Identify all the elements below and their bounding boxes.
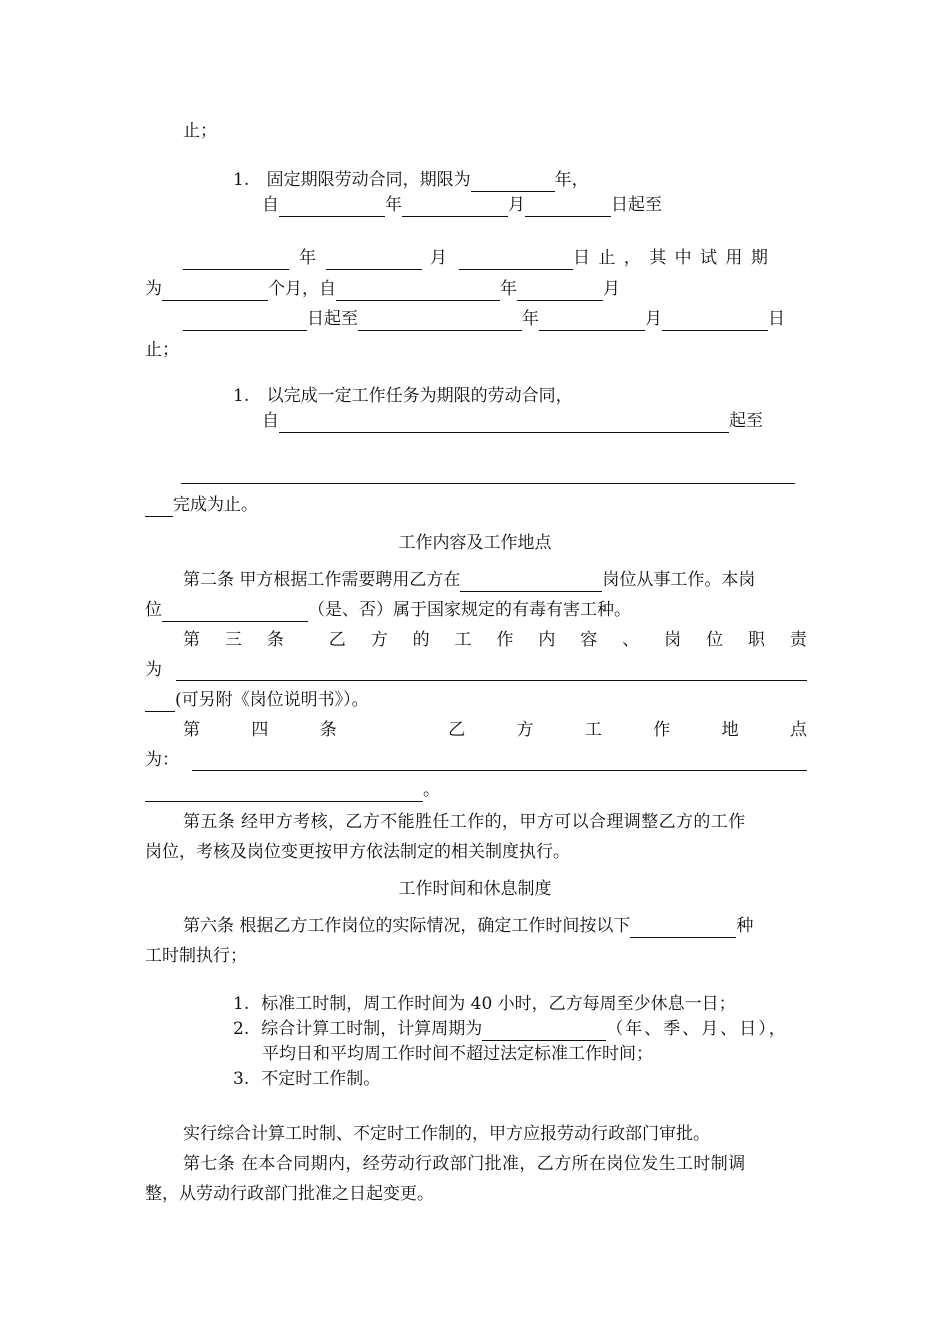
item-text: 月 (430, 248, 447, 268)
char: 第 (183, 630, 200, 650)
item-text: 为： (145, 750, 179, 770)
item-text: 为 (145, 279, 162, 299)
blank-field[interactable] (326, 250, 422, 270)
item-text: 岗位从事工作。本岗 (602, 570, 756, 590)
text-line (183, 119, 217, 143)
item-text: （是、否）属于国家规定的有毒有害工种。 (308, 600, 631, 620)
char: 内 (538, 630, 556, 650)
item-text: 日 止 ， 其 中 试 用 期 (573, 248, 770, 268)
char: 工 (584, 720, 602, 740)
item-text: 年 (522, 309, 539, 329)
blank-field[interactable] (162, 281, 268, 301)
article-5-line-1: 第五条 经甲方考核，乙方不能胜任工作的，甲方可以合理调整乙方的工作 (183, 812, 746, 832)
item-text: 月 (508, 195, 525, 215)
article-6-line-2: 工时制执行； (145, 946, 247, 966)
blank-field[interactable] (662, 311, 768, 331)
article-6-line-1 (183, 914, 753, 938)
article-3-line-2 (145, 658, 162, 682)
list-item (233, 992, 736, 1016)
char: 条 (266, 630, 284, 650)
char: 容 (580, 630, 598, 650)
text-line (145, 493, 258, 517)
blank-field[interactable] (471, 172, 555, 192)
char: 方 (516, 720, 534, 740)
list-item (233, 1067, 380, 1091)
char: 第 (183, 720, 200, 740)
text-line (145, 277, 620, 301)
blank-field[interactable] (279, 197, 385, 217)
char: 岗 (664, 630, 682, 650)
char: 四 (251, 720, 269, 740)
item-text: 年 (500, 279, 517, 299)
item-text: 起至 (729, 411, 763, 431)
item-text: 。 (423, 780, 440, 800)
item-text: 固定期限劳动合同，期限为 (266, 170, 471, 190)
article-2-line-1 (183, 568, 755, 592)
blank-field[interactable] (402, 197, 508, 217)
item-text: 个月，自 (268, 279, 336, 299)
article-4-line-3 (145, 778, 440, 802)
line-text: 止； (145, 340, 179, 360)
char: 的 (412, 630, 430, 650)
char: 、 (622, 630, 640, 650)
char: 乙 (328, 630, 346, 650)
char: 条 (319, 720, 337, 740)
list-number: 2. (233, 1019, 250, 1039)
item-text: 不定时工作制。 (261, 1069, 381, 1089)
char: 工 (454, 630, 472, 650)
list-item-fixed-term (233, 168, 589, 192)
blank-field[interactable] (539, 311, 645, 331)
blank-field[interactable] (145, 692, 175, 712)
item-text: 年 (299, 248, 316, 268)
item-text: 日 (768, 309, 785, 329)
item-text: 综合计算工时制，计算周期为 (261, 1019, 483, 1039)
paragraph: 实行综合计算工时制、不定时工作制的，甲方应报劳动行政部门审批。 (183, 1124, 710, 1144)
text-line (183, 246, 769, 270)
item-text: 种 (736, 916, 754, 936)
blank-field[interactable] (630, 918, 736, 938)
char: 作 (496, 630, 514, 650)
article-3-line-1 (183, 628, 807, 652)
item-text: 年 (385, 195, 402, 215)
char: 点 (790, 720, 807, 740)
item-text: 月 (603, 279, 620, 299)
list-number: 3. (233, 1069, 250, 1089)
article-3-line-3 (145, 688, 369, 712)
item-text: (可另附《岗位说明书》）。 (175, 690, 369, 710)
blank-field[interactable] (459, 250, 573, 270)
char: 地 (721, 720, 739, 740)
item-text: 日起至 (307, 309, 358, 329)
char: 乙 (448, 720, 466, 740)
text-line (262, 409, 763, 433)
item-text: 标准工时制，周工作时间为 40 小时，乙方每周至少休息一日； (261, 994, 736, 1014)
blank-field[interactable] (525, 197, 611, 217)
blank-field[interactable] (145, 782, 423, 802)
blank-field[interactable] (183, 311, 307, 331)
item-text: （年、季、月、日）， (606, 1019, 788, 1039)
char: 作 (653, 720, 671, 740)
text-line (262, 193, 662, 217)
list-number: 1. (233, 170, 250, 190)
blank-field[interactable] (460, 572, 602, 592)
text-line (145, 338, 179, 362)
article-4-line-1 (183, 718, 807, 742)
list-item-task-term (233, 384, 573, 408)
item-text: 日起至 (611, 195, 662, 215)
article-7-line-2: 整，从劳动行政部门批准之日起变更。 (145, 1184, 434, 1204)
list-number: 1. (233, 994, 250, 1014)
blank-field[interactable] (145, 497, 173, 517)
item-text: 自 (262, 195, 279, 215)
blank-field[interactable] (162, 602, 308, 622)
article-5-line-2: 岗位，考核及岗位变更按甲方依法制定的相关制度执行。 (145, 842, 570, 862)
item-text: 第六条 根据乙方工作岗位的实际情况，确定工作时间按以下 (183, 916, 631, 936)
item-text: 年， (554, 170, 589, 190)
section-heading: 工作时间和休息制度 (398, 879, 552, 899)
item-text: 为 (145, 660, 162, 680)
item-text: 第二条 甲方根据工作需要聘用乙方在 (183, 570, 461, 590)
article-4-line-2 (145, 748, 179, 772)
blank-field[interactable] (358, 311, 522, 331)
list-item-continuation: 平均日和平均周工作时间不超过法定标准工作时间； (262, 1044, 653, 1064)
blank-field[interactable] (183, 250, 289, 270)
blank-field[interactable] (482, 1021, 606, 1041)
char: 方 (370, 630, 388, 650)
text-line (183, 307, 785, 331)
item-text: 以完成一定工作任务为期限的劳动合同， (266, 386, 573, 406)
list-number: 1. (233, 386, 250, 406)
blank-line[interactable] (192, 770, 807, 771)
blank-line[interactable] (181, 483, 795, 484)
article-2-line-2 (145, 598, 631, 622)
item-text: 位 (145, 600, 162, 620)
line-text: 止； (183, 121, 217, 141)
article-7-line-1: 第七条 在本合同期内，经劳动行政部门批准，乙方所在岗位发生工时制调 (183, 1154, 746, 1174)
section-heading: 工作内容及工作地点 (398, 533, 552, 553)
blank-field[interactable] (279, 413, 729, 433)
item-text: 自 (262, 411, 279, 431)
blank-line[interactable] (176, 680, 807, 681)
item-text: 月 (645, 309, 662, 329)
blank-field[interactable] (517, 281, 603, 301)
char: 责 (789, 630, 807, 650)
list-item (233, 1017, 788, 1041)
char: 位 (706, 630, 724, 650)
char: 职 (747, 630, 765, 650)
char: 三 (224, 630, 242, 650)
item-text: 完成为止。 (173, 495, 258, 515)
blank-field[interactable] (336, 281, 500, 301)
